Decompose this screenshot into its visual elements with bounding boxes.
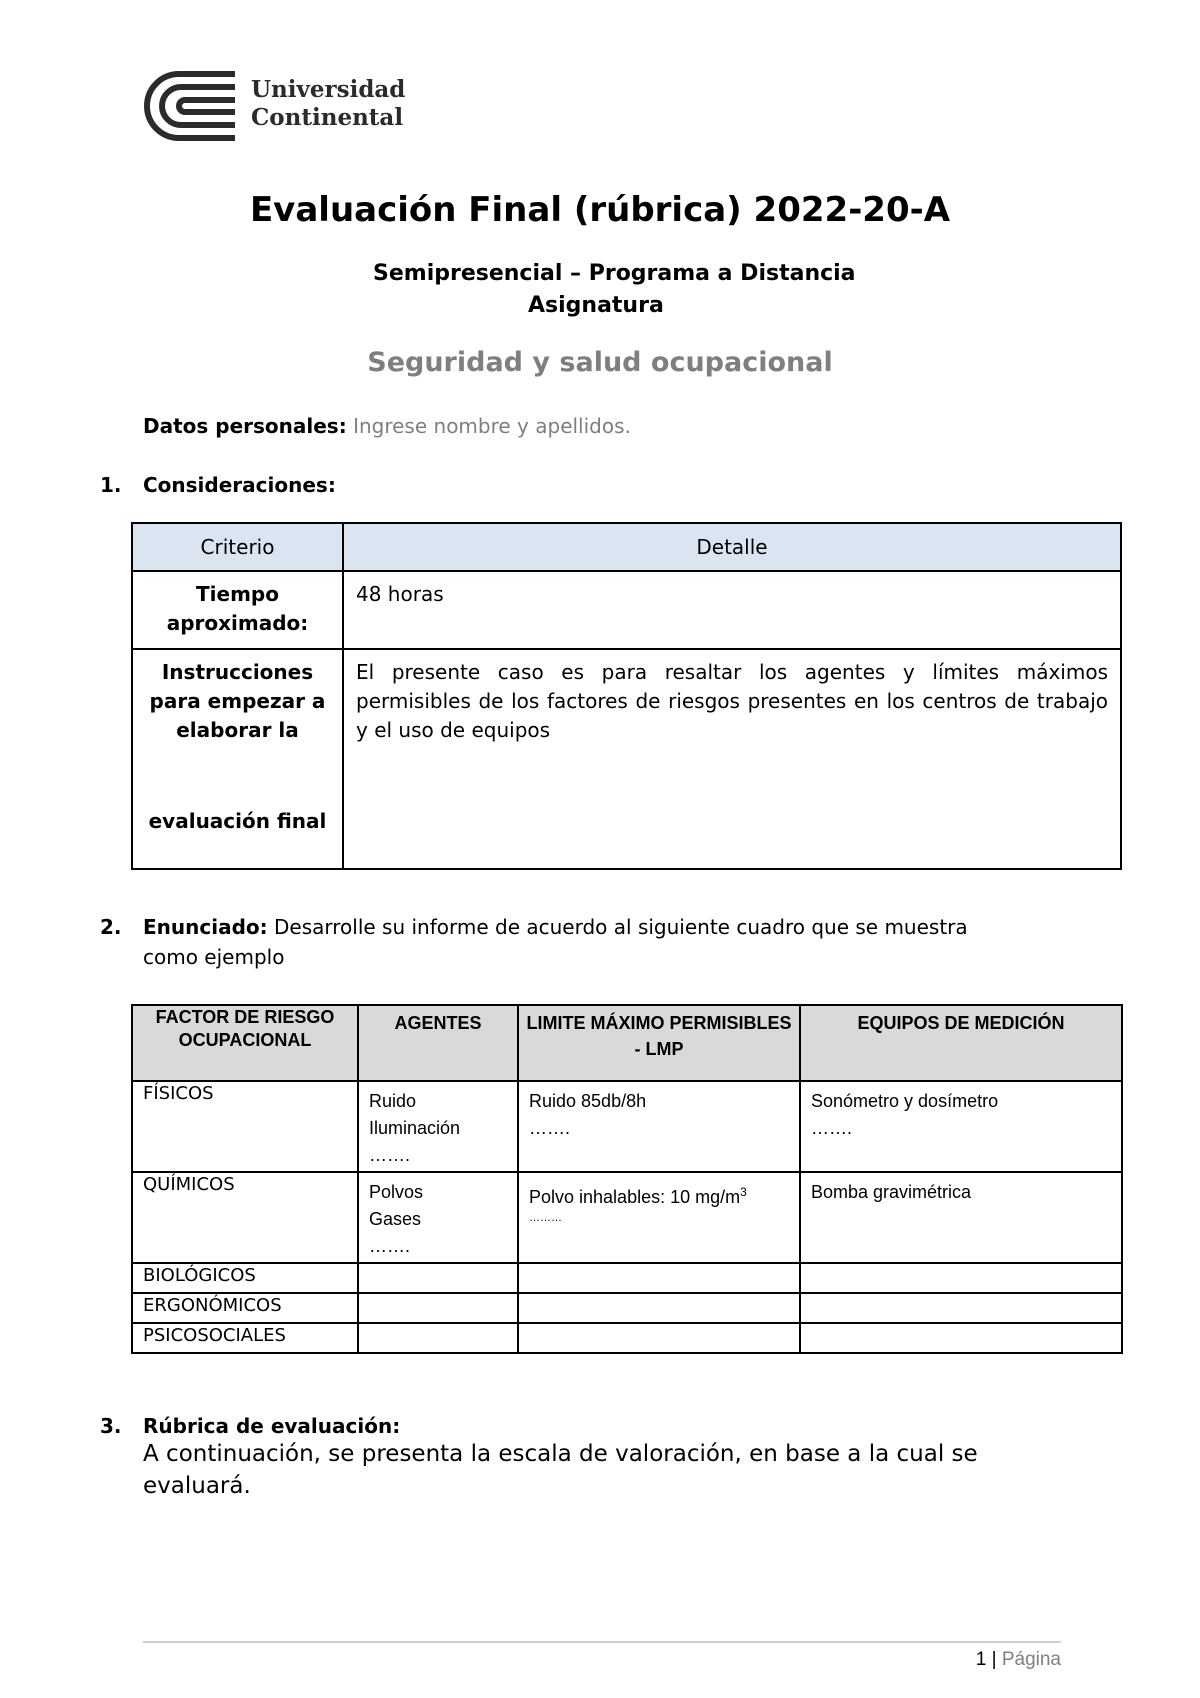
- header-detalle: Detalle: [343, 523, 1121, 571]
- table-row: [132, 1172, 1122, 1263]
- equipment-item: …….: [811, 1118, 853, 1138]
- agentes-cell: [358, 1293, 518, 1323]
- table-header-row: [132, 1005, 1122, 1081]
- agent-item: Iluminación: [369, 1118, 461, 1138]
- lmp-cell: [518, 1293, 800, 1323]
- equipment-item: Bomba gravimétrica: [811, 1182, 972, 1202]
- section-title: Rúbrica de evaluación:: [143, 1414, 401, 1438]
- lmp-item: …….: [529, 1118, 571, 1138]
- logo-text: [251, 76, 405, 132]
- footer-separator: |: [991, 1649, 997, 1670]
- agentes-cell: [358, 1172, 518, 1263]
- table-row: [132, 1323, 1122, 1353]
- agentes-cell: [358, 1081, 518, 1172]
- detalle-cell: El presente caso es para resaltar los agentes y límites máximos permisibles de los factores de riesgos presentes en los centros de trabajo y el uso de equipos: [343, 649, 1121, 869]
- table-row: [132, 571, 1121, 649]
- page-label: Página: [1001, 1649, 1061, 1670]
- personal-data: [143, 414, 631, 438]
- personal-data-label: Datos personales:: [143, 414, 347, 438]
- header-agentes: AGENTES: [358, 1005, 518, 1081]
- lmp-item: Ruido 85db/8h: [529, 1091, 647, 1111]
- logo-line-2: Continental: [251, 104, 404, 131]
- equipos-cell: [800, 1172, 1122, 1263]
- asignatura-label: Asignatura: [528, 293, 664, 318]
- factor-cell: FÍSICOS: [132, 1081, 358, 1172]
- factor-cell: BIOLÓGICOS: [132, 1263, 358, 1293]
- section-title: Consideraciones:: [143, 473, 336, 497]
- footer-divider: [143, 1641, 1061, 1643]
- document-title: Evaluación Final (rúbrica) 2022-20-A: [249, 190, 951, 230]
- header-factor: FACTOR DE RIESGO OCUPACIONAL: [132, 1005, 358, 1081]
- table-row: [132, 1263, 1122, 1293]
- section-1-heading: [100, 473, 336, 497]
- equipos-cell: [800, 1263, 1122, 1293]
- section-number: 3.: [100, 1414, 122, 1438]
- header-equipos: EQUIPOS DE MEDICIÓN: [800, 1005, 1122, 1081]
- section-number: 1.: [100, 473, 122, 497]
- criterio-text-top: Instrucciones para empezar a elaborar la: [149, 660, 326, 742]
- detalle-cell: 48 horas: [343, 571, 1121, 649]
- page-footer: [976, 1649, 1061, 1671]
- lmp-cell: [518, 1263, 800, 1293]
- section-title: Enunciado:: [143, 915, 268, 939]
- table-row: [132, 649, 1121, 869]
- university-logo: [143, 70, 406, 142]
- course-name: Seguridad y salud ocupacional: [367, 347, 833, 378]
- table-row: [132, 1293, 1122, 1323]
- section-text: Desarrolle su informe de acuerdo al siguiente cuadro que se muestra como ejemplo: [143, 915, 968, 969]
- lmp-item: ………: [529, 1212, 562, 1224]
- factor-cell: QUÍMICOS: [132, 1172, 358, 1263]
- page-number: 1: [975, 1649, 987, 1670]
- header-criterio: Criterio: [132, 523, 343, 571]
- equipos-cell: [800, 1081, 1122, 1172]
- lmp-cell: [518, 1172, 800, 1263]
- lmp-item: [529, 1179, 789, 1211]
- logo-mark-icon: [143, 70, 243, 142]
- section-3: [100, 1414, 1083, 1502]
- agent-item: …….: [369, 1145, 411, 1165]
- considerations-table: [131, 522, 1122, 870]
- section-text: A continuación, se presenta la escala de valoración, en base a la cual se evaluará.: [143, 1441, 978, 1499]
- agentes-cell: [358, 1323, 518, 1353]
- equipos-cell: [800, 1323, 1122, 1353]
- name-placeholder[interactable]: Ingrese nombre y apellidos.: [353, 414, 631, 438]
- criterio-cell: Tiempo aproximado:: [132, 571, 343, 649]
- logo-line-1: Universidad: [251, 76, 406, 103]
- agentes-cell: [358, 1263, 518, 1293]
- modalidad: Semipresencial – Programa a Distancia: [373, 261, 856, 286]
- lmp-superscript: 3: [740, 1185, 747, 1199]
- agent-item: Gases: [369, 1209, 422, 1229]
- criterio-cell: [132, 649, 343, 869]
- equipment-item: Sonómetro y dosímetro: [811, 1091, 999, 1111]
- factor-cell: ERGONÓMICOS: [132, 1293, 358, 1323]
- section-2-heading: [100, 912, 973, 972]
- lmp-text: Polvo inhalables: 10 mg/m: [529, 1187, 741, 1207]
- table-header-row: [132, 523, 1121, 571]
- table-row: [132, 1081, 1122, 1172]
- agent-item: Polvos: [369, 1182, 424, 1202]
- equipos-cell: [800, 1293, 1122, 1323]
- factor-cell: PSICOSOCIALES: [132, 1323, 358, 1353]
- agent-item: …….: [369, 1236, 411, 1256]
- lmp-cell: [518, 1081, 800, 1172]
- lmp-cell: [518, 1323, 800, 1353]
- section-number: 2.: [100, 915, 122, 939]
- risk-factors-table: [131, 1004, 1123, 1354]
- agent-item: Ruido: [369, 1091, 417, 1111]
- criterio-text-bottom: evaluación final: [148, 809, 327, 833]
- header-lmp: LIMITE MÁXIMO PERMISIBLES - LMP: [518, 1005, 800, 1081]
